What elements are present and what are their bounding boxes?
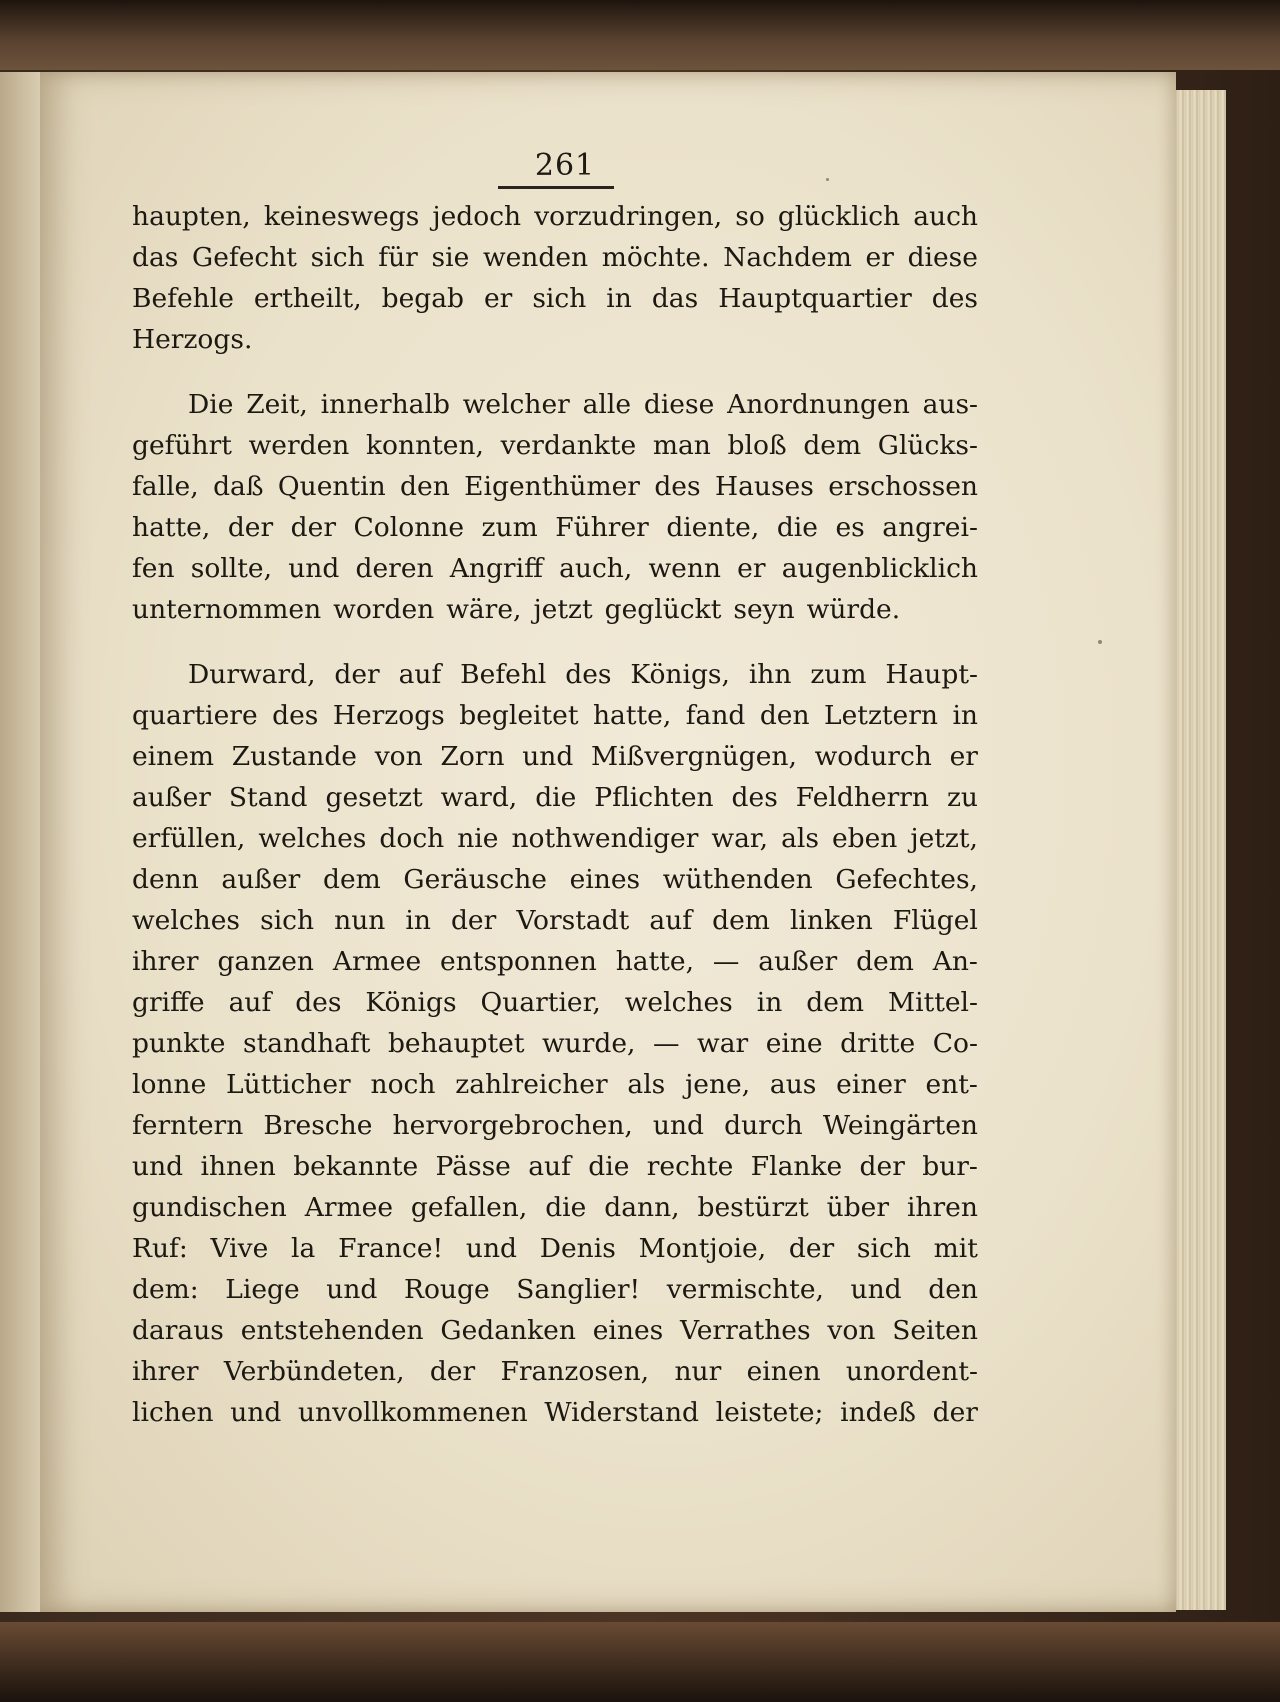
- text-line: gundischen Armee gefallen, die dann, bestürzt über ihren: [132, 1192, 978, 1223]
- text-line: einem Zustande von Zorn und Mißvergnügen, wodurch er: [132, 741, 978, 772]
- text-line: Herzogs.: [132, 324, 253, 355]
- page-number: 261: [534, 148, 596, 183]
- paragraph-gap: [132, 630, 978, 654]
- facing-page-edge: [0, 72, 40, 1612]
- text-line: außer Stand gesetzt ward, die Pflichten des Feldherrn zu: [132, 782, 978, 813]
- paragraph-gap: [132, 360, 978, 384]
- text-line: erfüllen, welches doch nie nothwendiger war, als eben jetzt,: [132, 823, 978, 854]
- text-line: Befehle ertheilt, begab er sich in das Hauptquartier des: [132, 283, 978, 314]
- text-line: haupten, keineswegs jedoch vorzudringen, so glücklich auch: [132, 201, 978, 232]
- page-body-text: [132, 196, 978, 1433]
- text-line: daraus entstehenden Gedanken eines Verrathes von Seiten: [132, 1315, 978, 1346]
- text-line: das Gefecht sich für sie wenden möchte. Nachdem er diese: [132, 242, 978, 273]
- page-number-rule: [498, 186, 614, 189]
- text-line: punkte standhaft behauptet wurde, — war eine dritte Co-: [132, 1028, 978, 1059]
- page-stack-edge: [1170, 90, 1226, 1610]
- text-line: lonne Lütticher noch zahlreicher als jene, aus einer ent-: [132, 1069, 978, 1100]
- paper-speck: [1098, 640, 1102, 644]
- text-line: griffe auf des Königs Quartier, welches in dem Mittel-: [132, 987, 978, 1018]
- text-line: falle, daß Quentin den Eigenthümer des Hauses erschossen: [132, 471, 978, 502]
- text-line: Durward, der auf Befehl des Königs, ihn zum Haupt-: [188, 659, 978, 690]
- text-line: hatte, der der Colonne zum Führer diente, die es angrei-: [132, 512, 978, 543]
- text-line: ferntern Bresche hervorgebrochen, und durch Weingärten: [132, 1110, 978, 1141]
- text-line: Die Zeit, innerhalb welcher alle diese Anordnungen aus-: [188, 389, 978, 420]
- text-line: Ruf: Vive la France! und Denis Montjoie, der sich mit: [132, 1233, 978, 1264]
- cover-top-edge: [0, 0, 1280, 70]
- text-line: welches sich nun in der Vorstadt auf dem linken Flügel: [132, 905, 978, 936]
- text-line: geführt werden konnten, verdankte man bloß dem Glücks-: [132, 430, 978, 461]
- text-line: fen sollte, und deren Angriff auch, wenn er augenblicklich: [132, 553, 978, 584]
- text-line: unternommen worden wäre, jetzt geglückt seyn würde.: [132, 594, 901, 625]
- cover-bottom-edge: [0, 1622, 1280, 1702]
- text-line: dem: Liege und Rouge Sanglier! vermischte, und den: [132, 1274, 978, 1305]
- text-line: ihrer Verbündeten, der Franzosen, nur einen unordent-: [132, 1356, 978, 1387]
- text-line: und ihnen bekannte Pässe auf die rechte Flanke der bur-: [132, 1151, 978, 1182]
- text-line: lichen und unvollkommenen Widerstand leistete; indeß der: [132, 1397, 978, 1428]
- text-line: ihrer ganzen Armee entsponnen hatte, — außer dem An-: [132, 946, 978, 977]
- text-line: quartiere des Herzogs begleitet hatte, fand den Letztern in: [132, 700, 978, 731]
- paper-speck: [826, 178, 829, 181]
- text-line: denn außer dem Geräusche eines wüthenden Gefechtes,: [132, 864, 978, 895]
